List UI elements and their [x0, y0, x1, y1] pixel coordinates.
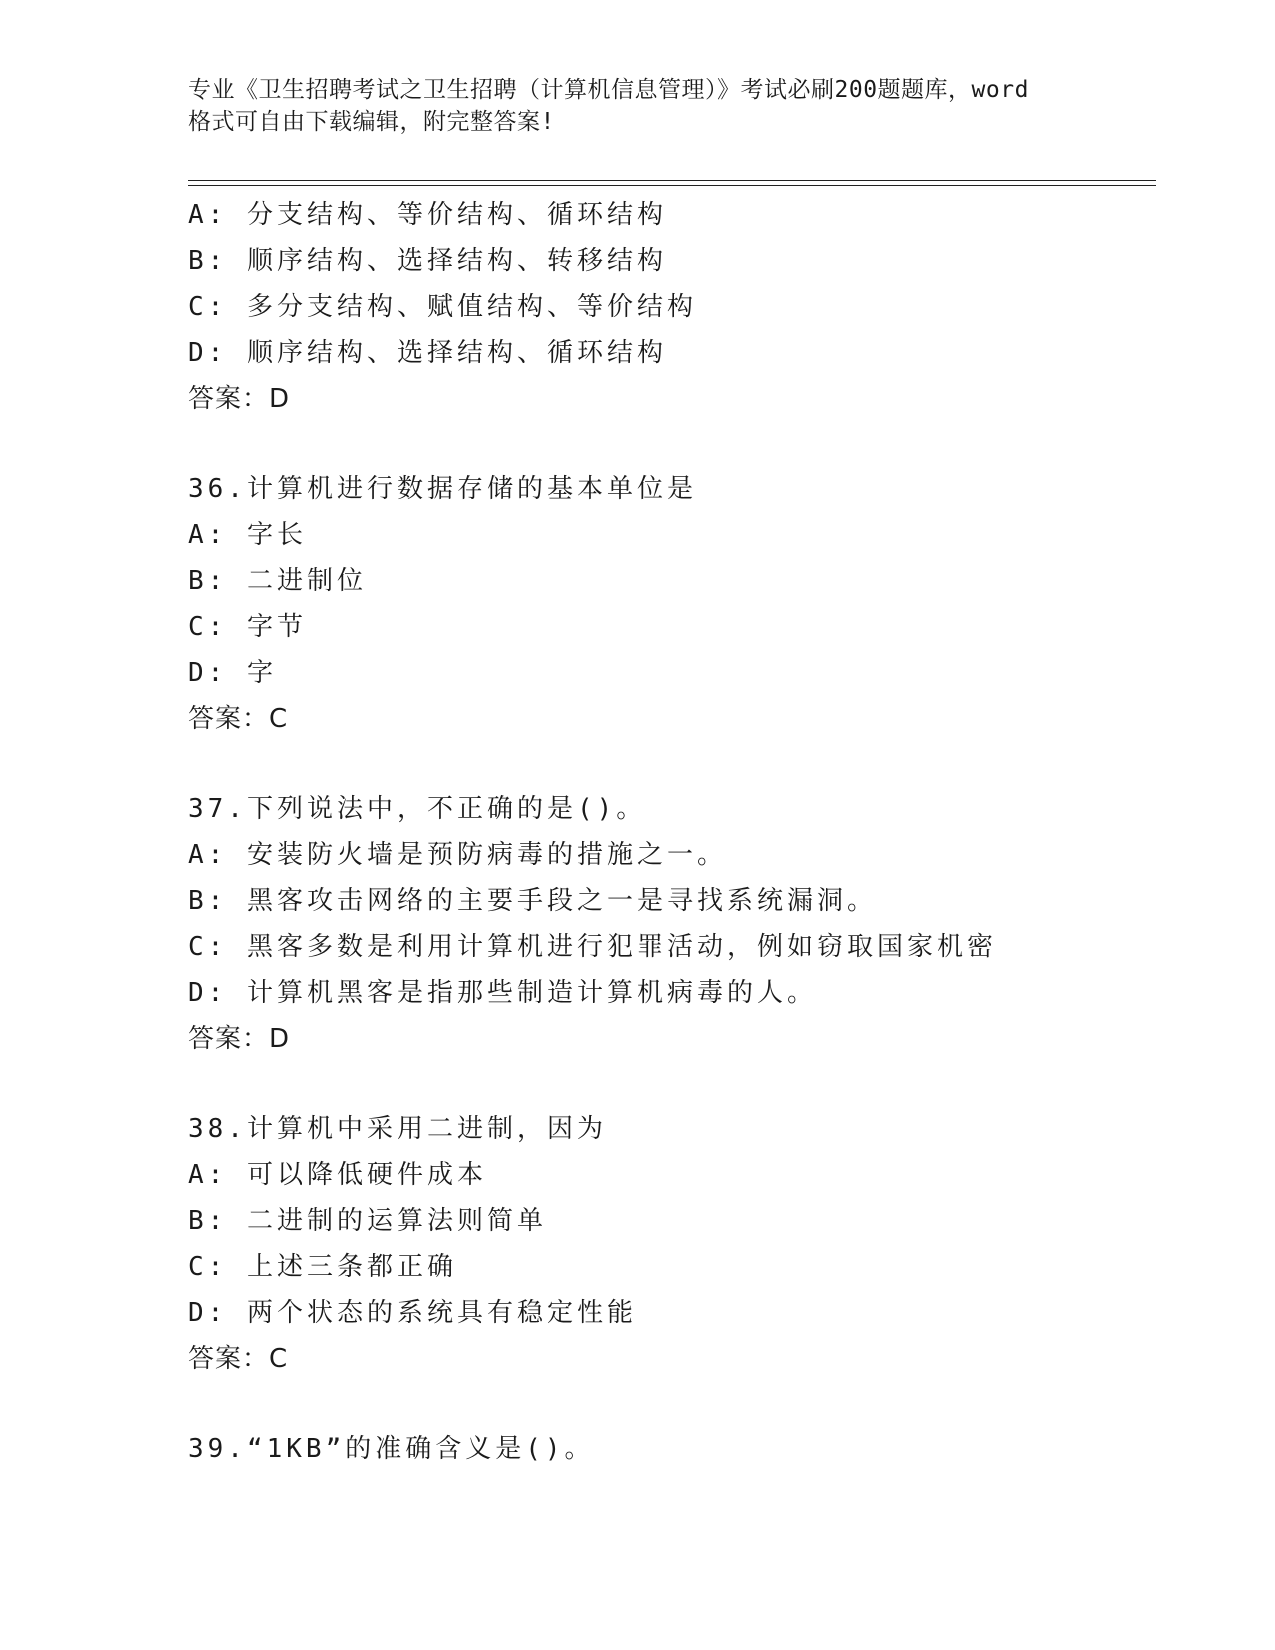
option-b: B: 二进制位: [188, 566, 367, 596]
header-divider-bottom: [188, 185, 1156, 186]
question-36-block: [188, 466, 1156, 742]
answer-line: 答案：C: [188, 1344, 289, 1374]
question-text: 37.下列说法中，不正确的是()。: [188, 794, 647, 824]
option-a: A: 分支结构、等价结构、循环结构: [188, 200, 667, 230]
option-c: C: 字节: [188, 612, 307, 642]
question-text: 38.计算机中采用二进制，因为: [188, 1114, 607, 1144]
question-37-block: [188, 786, 1156, 1062]
question-38-block: [188, 1106, 1156, 1382]
option-a: A: 安装防火墙是预防病毒的措施之一。: [188, 840, 727, 870]
header-title-line-2: 格式可自由下载编辑，附完整答案!: [188, 109, 555, 135]
option-a: A: 字长: [188, 520, 307, 550]
option-d: D: 计算机黑客是指那些制造计算机病毒的人。: [188, 978, 817, 1008]
question-text: 39.“1KB”的准确含义是()。: [188, 1434, 595, 1464]
question-39-block: [188, 1426, 1156, 1472]
question-text: 36.计算机进行数据存储的基本单位是: [188, 474, 697, 504]
question-list: [188, 192, 1156, 1472]
option-d: D: 两个状态的系统具有稳定性能: [188, 1298, 637, 1328]
header-title-line-1: 专业《卫生招聘考试之卫生招聘（计算机信息管理）》考试必刷200题题库，word: [188, 77, 1029, 103]
question-35-block: [188, 192, 1156, 422]
option-c: C: 多分支结构、赋值结构、等价结构: [188, 292, 697, 322]
option-c: C: 上述三条都正确: [188, 1252, 457, 1282]
answer-line: 答案：D: [188, 384, 291, 414]
option-b: B: 二进制的运算法则简单: [188, 1206, 547, 1236]
option-a: A: 可以降低硬件成本: [188, 1160, 487, 1190]
spacer: [188, 742, 1156, 786]
option-b: B: 顺序结构、选择结构、转移结构: [188, 246, 667, 276]
spacer: [188, 1062, 1156, 1106]
answer-line: 答案：D: [188, 1024, 291, 1054]
option-c: C: 黑客多数是利用计算机进行犯罪活动，例如窃取国家机密: [188, 932, 997, 962]
answer-line: 答案：C: [188, 704, 289, 734]
option-b: B: 黑客攻击网络的主要手段之一是寻找系统漏洞。: [188, 886, 877, 916]
spacer: [188, 422, 1156, 466]
header-divider-top: [188, 180, 1156, 181]
spacer: [188, 1382, 1156, 1426]
option-d: D: 字: [188, 658, 277, 688]
option-d: D: 顺序结构、选择结构、循环结构: [188, 338, 667, 368]
document-header: [188, 74, 1108, 138]
